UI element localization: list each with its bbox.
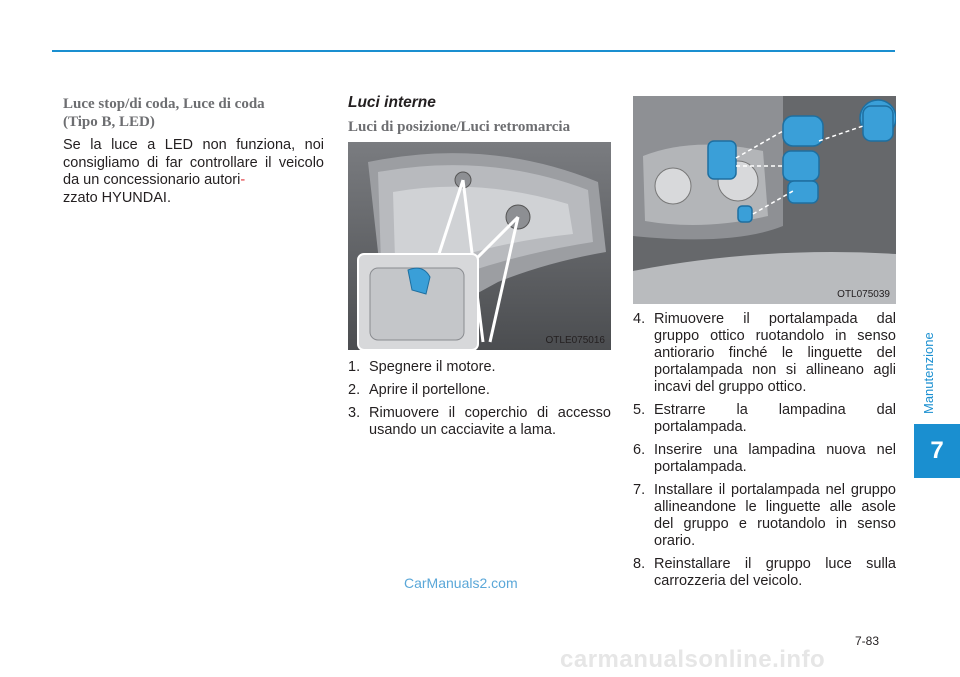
list-item: 3. Rimuovere il coperchio di accesso usando un cacciavite a lama.: [348, 405, 611, 438]
tailgate-illustration: [348, 142, 611, 350]
right-steps: [633, 311, 896, 596]
lamp-holder-illustration: [633, 96, 896, 304]
list-item: 4. Rimuovere il portalampada dal gruppo ottico ruotandolo in senso antiorario finché le linguette del portalampada non si allineano agli incavi del gruppo ottico.: [633, 311, 896, 395]
left-column: [63, 95, 324, 207]
page-number: 7-83: [855, 634, 880, 648]
list-item: 2. Aprire il portellone.: [348, 382, 490, 398]
list-item: 7. Installare il portalampada nel gruppo allineandone le linguette alle asole del gruppo e ruotandolo in senso orario.: [633, 482, 896, 549]
middle-column: [348, 94, 611, 136]
figure-lamp-holders: [633, 96, 896, 304]
figure-code: OTL075039: [837, 289, 890, 300]
section-heading: Luce stop/di coda, Luce di coda (Tipo B, LED): [63, 96, 265, 130]
top-rule: [52, 50, 895, 52]
watermark-footer: carmanualsonline.info: [560, 646, 826, 673]
figure-tailgate: [348, 142, 611, 350]
list-item: 1. Spegnere il motore.: [348, 359, 496, 375]
lights-subtitle: Luci di posizione/Luci retromarcia: [348, 119, 571, 135]
middle-steps: [348, 359, 611, 445]
figure-code: OTLE075016: [545, 335, 605, 346]
watermark-link[interactable]: CarManuals2.com: [404, 575, 518, 591]
led-paragraph: Se la luce a LED non funziona, noi consigliamo di far controllare il veicolo da un concessionario autori- zzato HYUNDAI.: [63, 137, 324, 206]
list-item: 8. Reinstallare il gruppo luce sulla carrozzeria del veicolo.: [633, 556, 896, 589]
list-item: 5. Estrarre la lampadina dal portalampada.: [633, 402, 896, 435]
chapter-tab: 7: [914, 424, 960, 478]
interior-lights-title: Luci interne: [348, 94, 436, 111]
list-item: 6. Inserire una lampadina nuova nel portalampada.: [633, 442, 896, 475]
